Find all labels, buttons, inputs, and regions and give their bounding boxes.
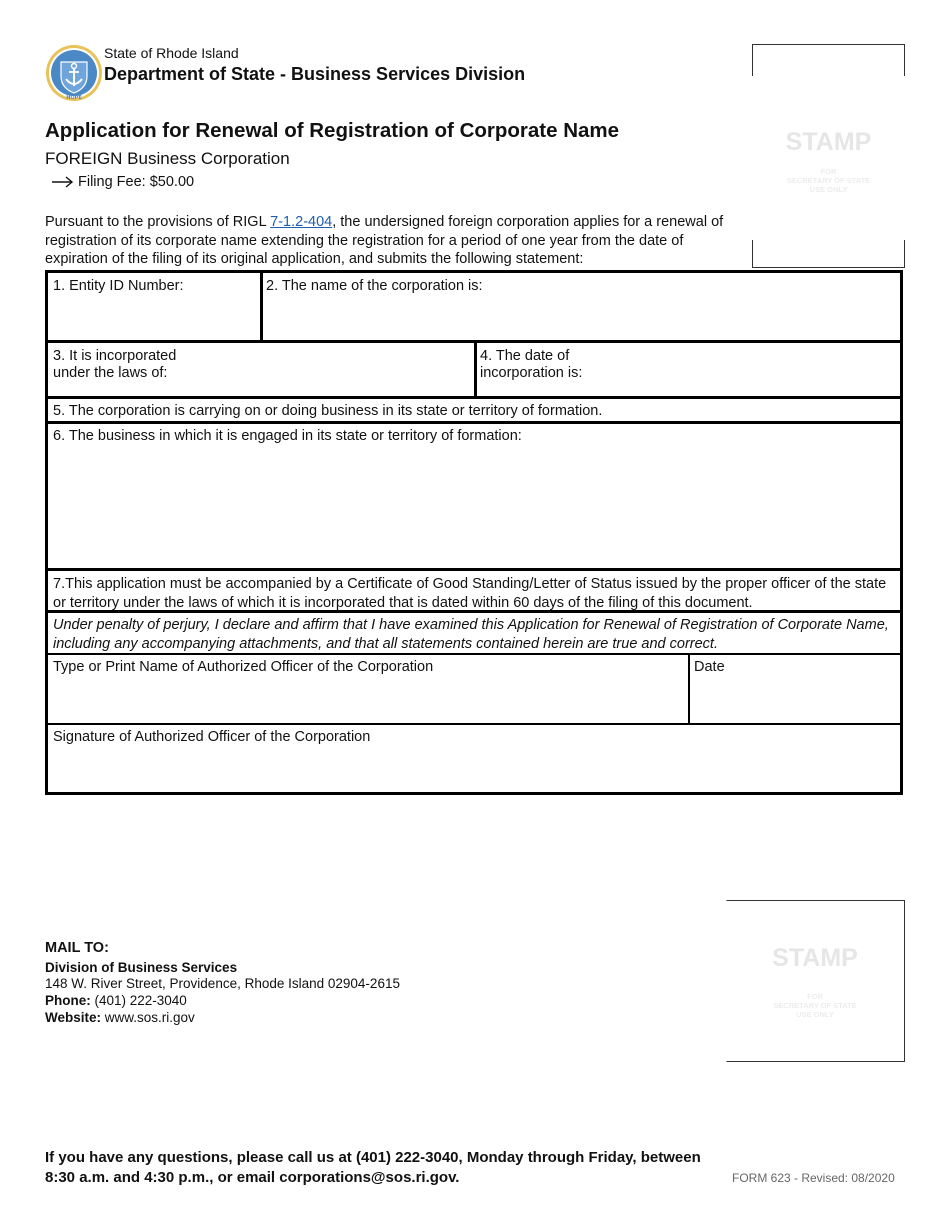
row-divider <box>48 653 900 655</box>
mail-address: 148 W. River Street, Providence, Rhode Island 02904-2615 <box>45 976 400 991</box>
perjury-declaration: Under penalty of perjury, I declare and affirm that I have examined this Application for Renewal of Registration of Corporate Name, including any accompanying attachments, and that all statements contained herein are true and correct. <box>53 617 889 652</box>
incorporation-date-field[interactable] <box>480 348 896 394</box>
stamp-label: STAMP <box>772 944 858 972</box>
contact-info: If you have any questions, please call us at (401) 222-3040, Monday through Friday, between 8:30 a.m. and 4:30 p.m., or email corporations@sos.ri.gov. <box>45 1149 701 1186</box>
column-divider <box>688 655 690 723</box>
arrow-right-icon <box>52 176 74 188</box>
form-number: FORM 623 - Revised: 08/2020 <box>732 1171 895 1185</box>
incorporation-date-label-line2: incorporation is: <box>480 365 583 381</box>
row-divider <box>48 568 900 571</box>
corporation-name-label: 2. The name of the corporation is: <box>266 278 483 294</box>
column-divider <box>474 343 477 396</box>
stamp-note <box>726 992 904 1019</box>
mail-office: Division of Business Services <box>45 960 238 975</box>
stamp-box-top <box>752 44 905 268</box>
column-divider <box>260 273 263 340</box>
form-title: Application for Renewal of Registration of Corporate Name <box>45 119 620 142</box>
stamp-note-line1: FOR <box>807 992 823 1001</box>
incorporation-date-label-line1: 4. The date of <box>480 348 570 364</box>
rigl-statute-link[interactable]: 7-1.2-404 <box>270 214 333 230</box>
stamp-note <box>752 167 905 194</box>
intro-text-end: , the undersigned foreign corporation applies for a renewal of registration of its corporate name extending the registration for a period of one year from the date of expiration of the filing of its original application, and submits the following statement: <box>45 214 724 267</box>
stamp-note-line2: SECRETARY OF STATE <box>773 1001 857 1010</box>
agency-state: State of Rhode Island <box>104 45 239 61</box>
row-divider <box>48 723 900 725</box>
mail-phone <box>45 993 187 1008</box>
row-divider <box>48 421 900 424</box>
intro-text-start: Pursuant to the provisions of RIGL <box>45 214 271 230</box>
stamp-note-line3: USE ONLY <box>796 1010 834 1019</box>
website-url[interactable]: www.sos.ri.gov <box>101 1010 195 1025</box>
intro-paragraph <box>45 213 745 269</box>
mail-to-heading: MAIL TO: <box>45 940 109 956</box>
website-label: Website: <box>45 1010 102 1025</box>
business-description-field[interactable] <box>53 428 898 566</box>
corporation-name-field[interactable] <box>266 278 896 338</box>
form-subtitle: FOREIGN Business Corporation <box>45 149 290 168</box>
rhode-island-seal-icon <box>45 44 103 102</box>
certificate-requirement: 7.This application must be accompanied by a Certificate of Good Standing/Letter of Status issued by the proper officer of the state or territory under the laws of which it is incorporated that is dated within 60 days of the filing of this document. <box>53 576 887 611</box>
filing-fee-text: Filing Fee: $50.00 <box>78 174 195 190</box>
mail-website <box>45 1010 195 1025</box>
stamp-note-line1: FOR <box>820 167 837 176</box>
incorporation-laws-label-line1: 3. It is incorporated <box>53 348 177 364</box>
date-label: Date <box>694 659 725 675</box>
date-field[interactable] <box>694 659 894 721</box>
application-form <box>45 270 903 795</box>
entity-id-field[interactable] <box>53 278 258 338</box>
seal-text: HOPE <box>66 95 82 101</box>
stamp-note-line2: SECRETARY OF STATE <box>786 176 871 185</box>
incorporation-laws-label-line2: under the laws of: <box>53 365 168 381</box>
phone-number: (401) 222-3040 <box>90 993 187 1008</box>
incorporation-laws-field[interactable] <box>53 348 471 394</box>
stamp-label: STAMP <box>785 128 872 156</box>
filing-fee <box>52 174 194 190</box>
stamp-note-line3: USE ONLY <box>809 185 848 194</box>
phone-label: Phone: <box>45 993 91 1008</box>
stamp-box-bottom-frame <box>726 900 905 1062</box>
statement-5: 5. The corporation is carrying on or doing business in its state or territory of formation. <box>53 403 603 419</box>
business-description-label: 6. The business in which it is engaged in its state or territory of formation: <box>53 428 522 444</box>
row-divider <box>48 396 900 399</box>
entity-id-label: 1. Entity ID Number: <box>53 278 184 294</box>
stamp-box-bottom <box>726 900 905 1062</box>
officer-name-label: Type or Print Name of Authorized Officer of the Corporation <box>53 659 434 675</box>
agency-division: Department of State - Business Services Division <box>104 64 526 84</box>
signature-field[interactable] <box>53 729 898 791</box>
signature-label: Signature of Authorized Officer of the Corporation <box>53 729 371 745</box>
officer-name-field[interactable] <box>53 659 683 721</box>
